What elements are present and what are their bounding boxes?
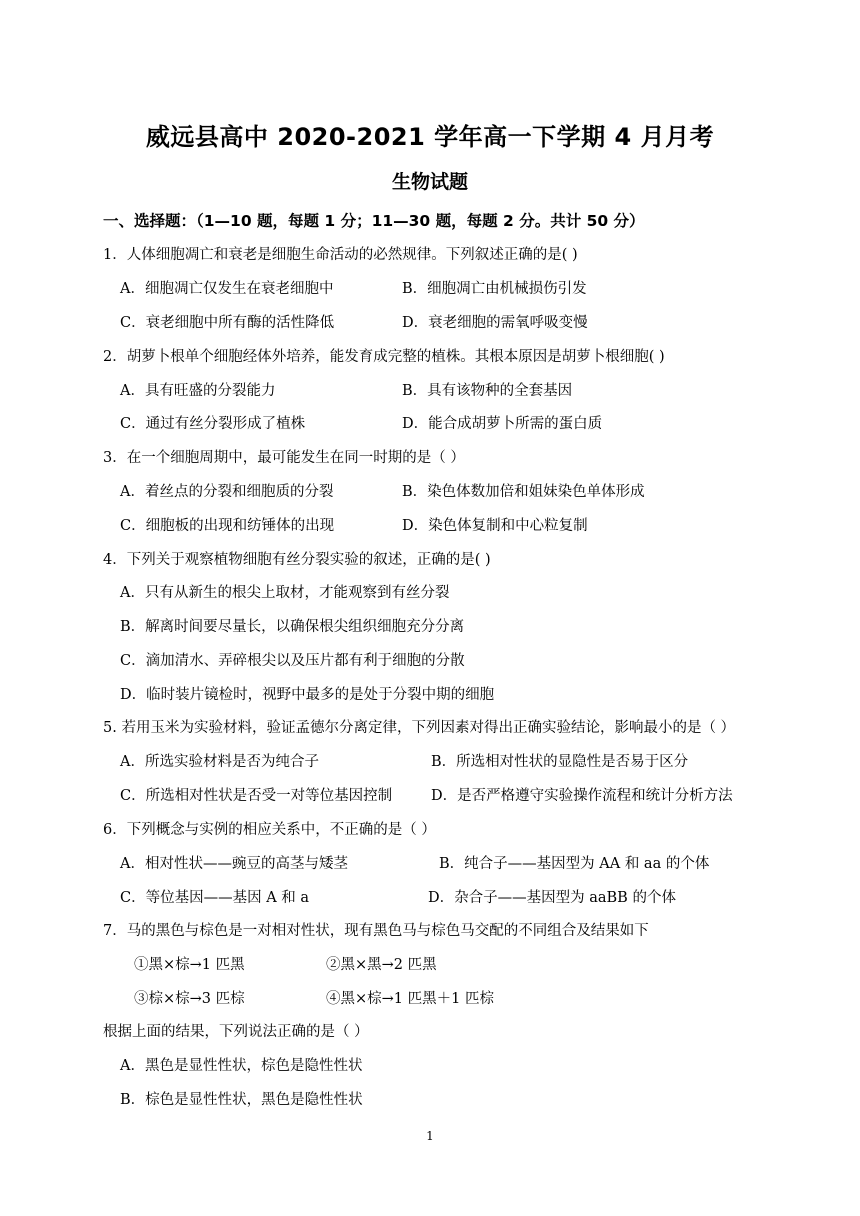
question-3-option-c: C．细胞板的出现和纺锤体的出现 [120, 518, 335, 534]
question-5-stem: 5. 若用玉米为实验材料，验证孟德尔分离定律，下列因素对得出正确实验结论，影响最小的是（ ） [103, 720, 736, 736]
question-5-option-d: D．是否严格遵守实验操作流程和统计分析方法 [431, 788, 733, 804]
question-7-stem: 7．马的黑色与棕色是一对相对性状，现有黑色马与棕色马交配的不同组合及结果如下 [103, 923, 649, 939]
question-5-option-c: C．所选相对性状是否受一对等位基因控制 [120, 788, 393, 804]
question-2-option-d: D．能合成胡萝卜所需的蛋白质 [402, 416, 603, 432]
question-7-cross-4: ④黑×棕→1 匹黑＋1 匹棕 [326, 991, 494, 1007]
question-2-option-b: B．具有该物种的全套基因 [402, 383, 573, 399]
question-1-option-c: C．衰老细胞中所有酶的活性降低 [120, 315, 335, 331]
question-1-option-b: B．细胞凋亡由机械损伤引发 [402, 281, 587, 297]
question-1-stem: 1．人体细胞凋亡和衰老是细胞生命活动的必然规律。下列叙述正确的是( ) [103, 247, 578, 263]
question-7-cross-1: ①黑×棕→1 匹黑 [134, 957, 245, 973]
question-4-option-c: C．滴加清水、弄碎根尖以及压片都有利于细胞的分散 [120, 653, 465, 669]
question-4-stem: 4．下列关于观察植物细胞有丝分裂实验的叙述，正确的是( ) [103, 552, 491, 568]
question-7-question: 根据上面的结果，下列说法正确的是（ ） [103, 1024, 369, 1040]
question-5-option-a: A．所选实验材料是否为纯合子 [120, 754, 319, 770]
question-4-option-a: A．只有从新生的根尖上取材，才能观察到有丝分裂 [120, 585, 450, 601]
page-number: 1 [426, 1129, 434, 1143]
section-heading: 一、选择题：（1—10 题，每题 1 分；11—30 题，每题 2 分。共计 50 分） [103, 212, 645, 230]
question-6-option-a: A．相对性状——豌豆的高茎与矮茎 [120, 856, 348, 872]
question-2-option-c: C．通过有丝分裂形成了植株 [120, 416, 306, 432]
question-7-option-b: B．棕色是显性性状，黑色是隐性性状 [120, 1092, 363, 1108]
question-7-option-a: A．黑色是显性性状，棕色是隐性性状 [120, 1058, 363, 1074]
question-3-option-a: A．着丝点的分裂和细胞质的分裂 [120, 484, 334, 500]
question-2-option-a: A．具有旺盛的分裂能力 [120, 383, 276, 399]
question-6-stem: 6．下列概念与实例的相应关系中，不正确的是（ ） [103, 822, 436, 838]
question-5-option-b: B．所选相对性状的显隐性是否易于区分 [431, 754, 689, 770]
question-6-option-b: B．纯合子——基因型为 AA 和 aa 的个体 [439, 856, 710, 872]
question-4-option-b: B．解离时间要尽量长，以确保根尖组织细胞充分分离 [120, 619, 465, 635]
question-6-option-d: D．杂合子——基因型为 aaBB 的个体 [428, 890, 676, 906]
exam-subtitle: 生物试题 [391, 171, 468, 193]
question-2-stem: 2．胡萝卜根单个细胞经体外培养，能发育成完整的植株。其根本原因是胡萝卜根细胞( ) [103, 349, 665, 365]
exam-title: 威远县高中 2020-2021 学年高一下学期 4 月月考 [145, 123, 715, 151]
question-3-option-b: B．染色体数加倍和姐妹染色单体形成 [402, 484, 645, 500]
question-1-option-a: A．细胞凋亡仅发生在衰老细胞中 [120, 281, 334, 297]
question-3-option-d: D．染色体复制和中心粒复制 [402, 518, 588, 534]
question-4-option-d: D．临时装片镜检时，视野中最多的是处于分裂中期的细胞 [120, 687, 495, 703]
question-3-stem: 3．在一个细胞周期中，最可能发生在同一时期的是（ ） [103, 450, 465, 466]
question-1-option-d: D．衰老细胞的需氧呼吸变慢 [402, 315, 588, 331]
question-6-option-c: C．等位基因——基因 A 和 a [120, 890, 310, 906]
question-7-cross-3: ③棕×棕→3 匹棕 [134, 991, 245, 1007]
question-7-cross-2: ②黑×黑→2 匹黑 [326, 957, 437, 973]
